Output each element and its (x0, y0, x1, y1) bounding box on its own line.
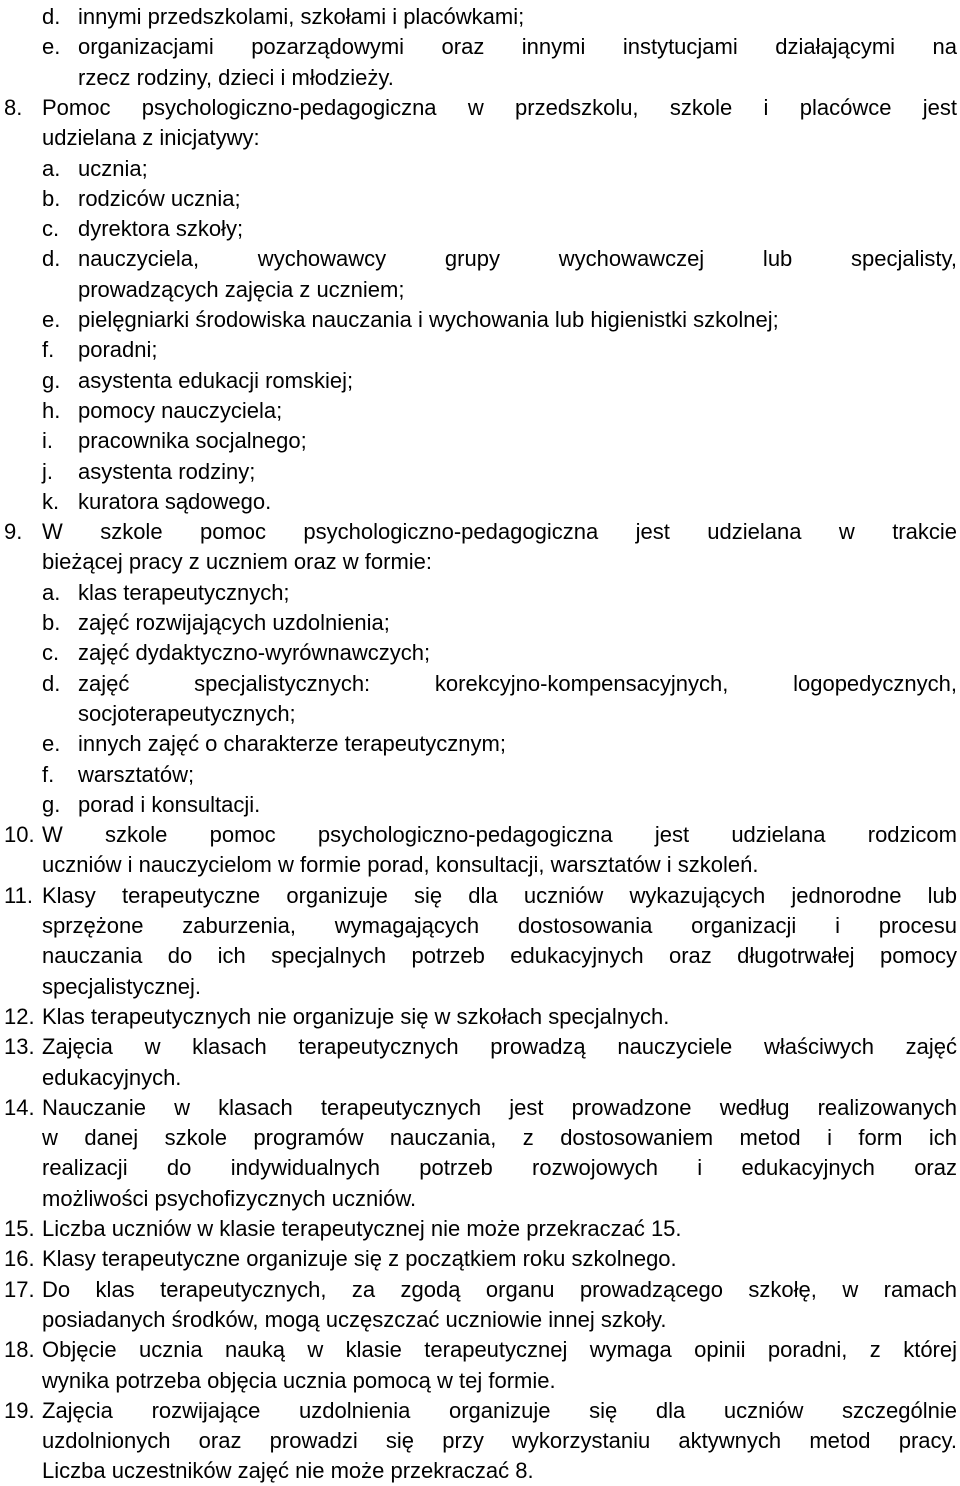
list-marker: 13. (4, 1034, 35, 1060)
list-text: innych zajęć o charakterze terapeutycznym; (78, 731, 506, 757)
list-marker: 14. (4, 1094, 35, 1120)
list-marker: g. (42, 791, 61, 817)
list-item (0, 457, 960, 487)
list-item (0, 638, 960, 668)
list-text: Objęcie ucznia nauką w klasie terapeutycznej wymaga opinii poradni, z której (42, 1337, 957, 1363)
list-text: w danej szkole programów nauczania, z dostosowaniem metod i form ich (42, 1125, 957, 1151)
list-text: zajęć dydaktyczno-wyrównawczych; (78, 640, 431, 666)
list-text: realizacji do indywidualnych potrzeb rozwojowych i edukacyjnych oraz (42, 1155, 957, 1181)
list-marker: d. (42, 246, 61, 272)
list-item (0, 426, 960, 456)
list-text: porad i konsultacji. (78, 791, 261, 817)
list-marker: e. (42, 731, 61, 757)
list-item (0, 154, 960, 184)
list-text: Zajęcia w klasach terapeutycznych prowadzą nauczyciele właściwych zajęć (42, 1034, 957, 1060)
list-item (0, 487, 960, 517)
list-text: edukacyjnych. (42, 1064, 182, 1090)
list-marker: 17. (4, 1276, 35, 1302)
list-item (0, 608, 960, 638)
list-text: W szkole pomoc psychologiczno-pedagogiczna jest udzielana w trakcie (42, 519, 957, 545)
list-item (0, 881, 960, 911)
list-item-continuation (0, 1305, 960, 1335)
list-marker: 16. (4, 1246, 35, 1272)
list-item-continuation (0, 1123, 960, 1153)
list-item (0, 366, 960, 396)
list-text: nauczyciela, wychowawcy grupy wychowawczej lub specjalisty, (78, 246, 957, 272)
list-marker: f. (42, 337, 55, 363)
list-marker: d. (42, 670, 61, 696)
list-item (0, 1214, 960, 1244)
list-text: Zajęcia rozwijające uzdolnienia organizuje się dla uczniów szczególnie (42, 1397, 957, 1423)
list-text: sprzężone zaburzenia, wymagających dostosowania organizacji i procesu (42, 913, 957, 938)
list-text: Nauczanie w klasach terapeutycznych jest prowadzone według realizowanych (42, 1094, 957, 1120)
list-text: poradni; (78, 337, 158, 363)
list-marker: k. (42, 488, 60, 514)
list-marker: a. (42, 579, 61, 605)
list-marker: d. (42, 4, 61, 29)
list-text: pomocy nauczyciela; (78, 397, 283, 423)
list-item (0, 396, 960, 426)
list-text: Do klas terapeutycznych, za zgodą organu prowadzącego szkołę, w ramach (42, 1276, 957, 1302)
list-item (0, 1275, 960, 1305)
list-text: prowadzących zajęcia z uczniem; (78, 276, 405, 302)
list-marker: c. (42, 216, 60, 242)
list-text: nauczania do ich specjalnych potrzeb edukacyjnych oraz długotrwałej pomocy (42, 943, 957, 969)
list-item-continuation (0, 850, 960, 880)
list-item (0, 305, 960, 335)
list-item (0, 760, 960, 790)
list-text: uczniów i nauczycielom w formie porad, konsultacji, warsztatów i szkoleń. (42, 852, 759, 878)
list-text: Klasy terapeutyczne organizuje się z początkiem roku szkolnego. (42, 1246, 677, 1272)
list-text: pracownika socjalnego; (78, 428, 307, 454)
list-marker: h. (42, 397, 61, 423)
list-item (0, 1335, 960, 1365)
list-item-continuation (0, 275, 960, 305)
list-item (0, 1032, 960, 1062)
list-text: zajęć rozwijających uzdolnienia; (78, 610, 390, 635)
list-marker: b. (42, 185, 61, 211)
list-text: dyrektora szkoły; (78, 216, 244, 242)
list-item-continuation (0, 1184, 960, 1214)
list-item (0, 335, 960, 365)
list-item-continuation (0, 1426, 960, 1456)
list-text: uzdolnionych oraz prowadzi się przy wykorzystaniu aktywnych metod pracy. (42, 1428, 957, 1454)
list-text: Liczba uczestników zajęć nie może przekraczać 8. (42, 1458, 534, 1484)
list-text: Klas terapeutycznych nie organizuje się w szkołach specjalnych. (42, 1003, 670, 1029)
list-marker: 12. (4, 1003, 35, 1029)
list-item-continuation (0, 1456, 960, 1486)
list-text: rzecz rodziny, dzieci i młodzieży. (78, 64, 394, 90)
list-item (0, 1244, 960, 1274)
list-text: zajęć specjalistycznych: korekcyjno-kompensacyjnych, logopedycznych, (78, 670, 957, 696)
list-marker: 10. (4, 822, 35, 848)
list-item (0, 578, 960, 608)
list-item (0, 729, 960, 759)
list-item-continuation (0, 123, 960, 153)
list-text: pielęgniarki środowiska nauczania i wychowania lub higienistki szkolnej; (78, 307, 779, 332)
list-item-continuation (0, 1366, 960, 1396)
list-marker: g. (42, 367, 61, 393)
list-item (0, 1093, 960, 1123)
list-marker: 15. (4, 1216, 35, 1241)
list-text: Klasy terapeutyczne organizuje się dla uczniów wykazujących jednorodne lub (42, 882, 957, 908)
list-item (0, 1396, 960, 1426)
list-text: specjalistycznej. (42, 973, 201, 999)
list-marker: 11. (4, 882, 33, 908)
list-item (0, 1002, 960, 1032)
list-item (0, 2, 960, 32)
list-item-continuation (0, 941, 960, 971)
list-marker: b. (42, 610, 61, 635)
list-item (0, 93, 960, 123)
list-item-continuation (0, 63, 960, 93)
list-marker: f. (42, 761, 55, 787)
list-text: udzielana z inicjatywy: (42, 125, 260, 151)
list-item (0, 820, 960, 850)
list-item-continuation (0, 1153, 960, 1183)
list-text: posiadanych środków, mogą uczęszczać uczniowie innej szkoły. (42, 1306, 667, 1332)
list-item (0, 32, 960, 62)
list-item (0, 517, 960, 547)
list-text: warsztatów; (78, 761, 195, 787)
list-text: asystenta edukacji romskiej; (78, 367, 354, 393)
list-text: wynika potrzeba objęcia ucznia pomocą w tej formie. (42, 1367, 556, 1393)
list-marker: e. (42, 34, 61, 60)
list-marker: 8. (4, 94, 23, 120)
list-text: socjoterapeutycznych; (78, 700, 296, 726)
list-item-continuation (0, 699, 960, 729)
list-item (0, 214, 960, 244)
list-marker: c. (42, 640, 60, 666)
list-text: ucznia; (78, 155, 148, 181)
list-text: Pomoc psychologiczno-pedagogiczna w przedszkolu, szkole i placówce jest (42, 94, 957, 120)
list-text: organizacjami pozarządowymi oraz innymi instytucjami działającymi na (78, 34, 957, 60)
list-text: innymi przedszkolami, szkołami i placówkami; (78, 4, 525, 29)
list-marker: 9. (4, 519, 23, 545)
list-text: klas terapeutycznych; (78, 579, 290, 605)
list-item-continuation (0, 972, 960, 1002)
list-marker: a. (42, 155, 61, 181)
list-marker: j. (42, 458, 53, 484)
list-item-continuation (0, 1063, 960, 1093)
list-text: Liczba uczniów w klasie terapeutycznej nie może przekraczać 15. (42, 1216, 682, 1241)
list-marker: 19. (4, 1397, 35, 1423)
list-item (0, 244, 960, 274)
list-text: bieżącej pracy z uczniem oraz w formie: (42, 549, 433, 575)
list-marker: i. (42, 428, 53, 454)
list-text: rodziców ucznia; (78, 185, 241, 211)
list-marker: e. (42, 307, 61, 332)
list-text: kuratora sądowego. (78, 488, 272, 514)
list-text: W szkole pomoc psychologiczno-pedagogiczna jest udzielana rodzicom (42, 822, 957, 848)
list-item (0, 790, 960, 820)
list-item-continuation (0, 911, 960, 941)
list-marker: 18. (4, 1337, 35, 1363)
list-item-continuation (0, 547, 960, 577)
list-text: asystenta rodziny; (78, 458, 256, 484)
list-item (0, 669, 960, 699)
list-item (0, 184, 960, 214)
list-text: możliwości psychofizycznych uczniów. (42, 1185, 417, 1211)
